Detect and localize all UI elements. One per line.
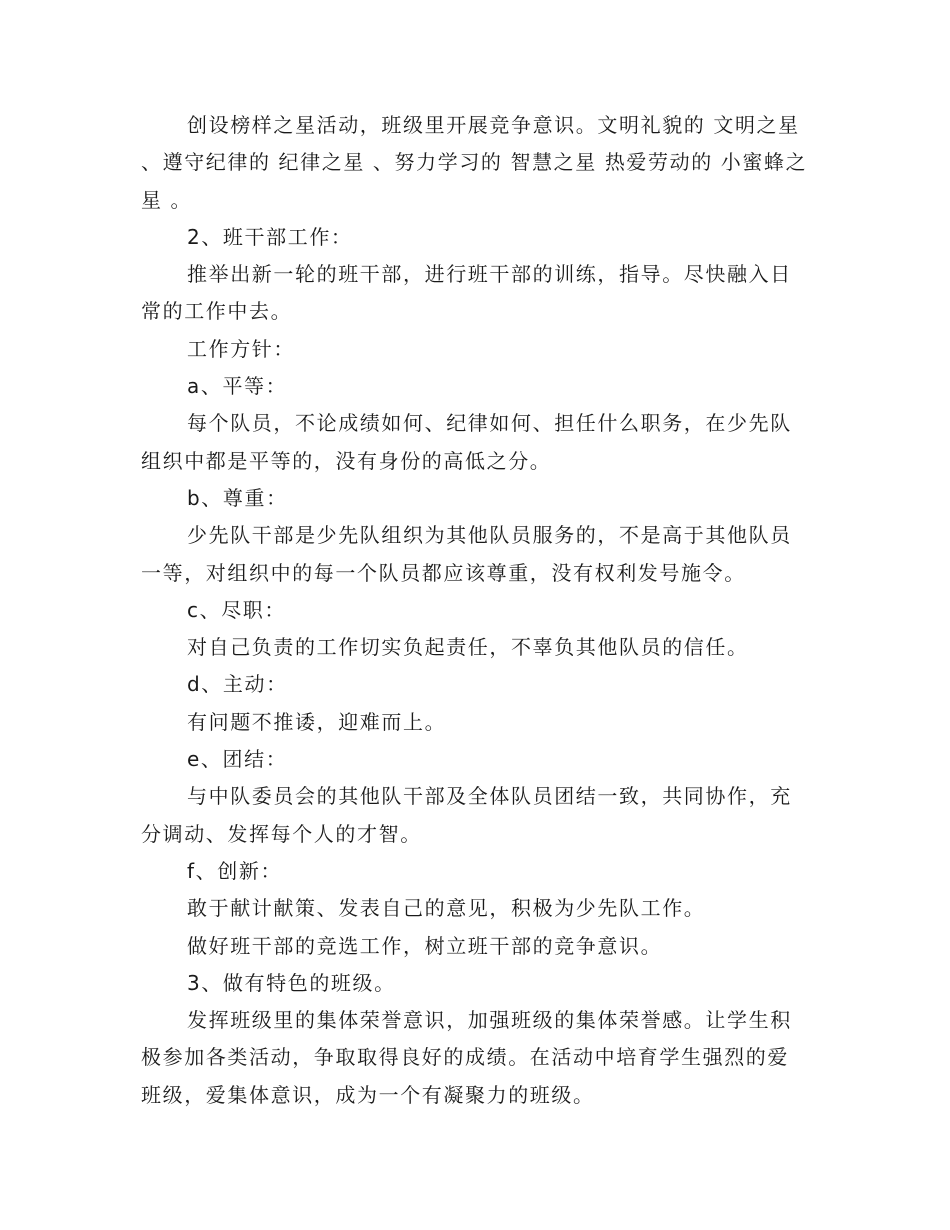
paragraph-equality: 每个队员，不论成绩如何、纪律如何、担任什么职务，在少先队组织中都是平等的，没有身份的高低之分。 xyxy=(141,411,792,473)
paragraph-cadre-election: 推举出新一轮的班干部，进行班干部的训练，指导。尽快融入日常的工作中去。 xyxy=(141,262,792,324)
paragraph-respect: 少先队干部是少先队组织为其他队员服务的，不是高于其他队员一等，对组织中的每一个队员都应该尊重，没有权利发号施令。 xyxy=(141,523,792,585)
heading-initiative: d、主动： xyxy=(187,672,288,697)
heading-distinctive-class: 3、做有特色的班级。 xyxy=(187,970,396,995)
heading-unity: e、团结： xyxy=(187,747,288,772)
paragraph-collective-honor: 发挥班级里的集体荣誉意识，加强班级的集体荣誉感。让学生积极参加各类活动，争取取得良好的成绩。在活动中培育学生强烈的爱班级，爱集体意识，成为一个有凝聚力的班级。 xyxy=(141,1008,792,1107)
paragraph-role-model-stars: 创设榜样之星活动，班级里开展竞争意识。文明礼貌的 文明之星 、遵守纪律的 纪律之星 、努力学习的 智慧之星 热爱劳动的 小蜜蜂之星 。 xyxy=(141,113,808,212)
heading-equality: a、平等： xyxy=(187,374,288,399)
document-body xyxy=(141,107,809,1114)
paragraph-cadre-campaign: 做好班干部的竞选工作，树立班干部的竞争意识。 xyxy=(187,933,663,958)
paragraph-unity: 与中队委员会的其他队干部及全体队员团结一致，共同协作，充分调动、发挥每个人的才智。 xyxy=(141,784,792,846)
heading-innovation: f、创新： xyxy=(187,858,283,883)
heading-work-policy: 工作方针： xyxy=(187,336,295,361)
heading-class-cadre-work: 2、班干部工作： xyxy=(187,224,353,249)
paragraph-duty: 对自己负责的工作切实负起责任，不辜负其他队员的信任。 xyxy=(187,635,749,660)
paragraph-initiative: 有问题不推诿，迎难而上。 xyxy=(187,709,447,734)
heading-respect: b、尊重： xyxy=(187,485,288,510)
heading-duty: c、尽职： xyxy=(187,597,286,622)
paragraph-innovation: 敢于献计献策、发表自己的意见，积极为少先队工作。 xyxy=(187,896,706,921)
